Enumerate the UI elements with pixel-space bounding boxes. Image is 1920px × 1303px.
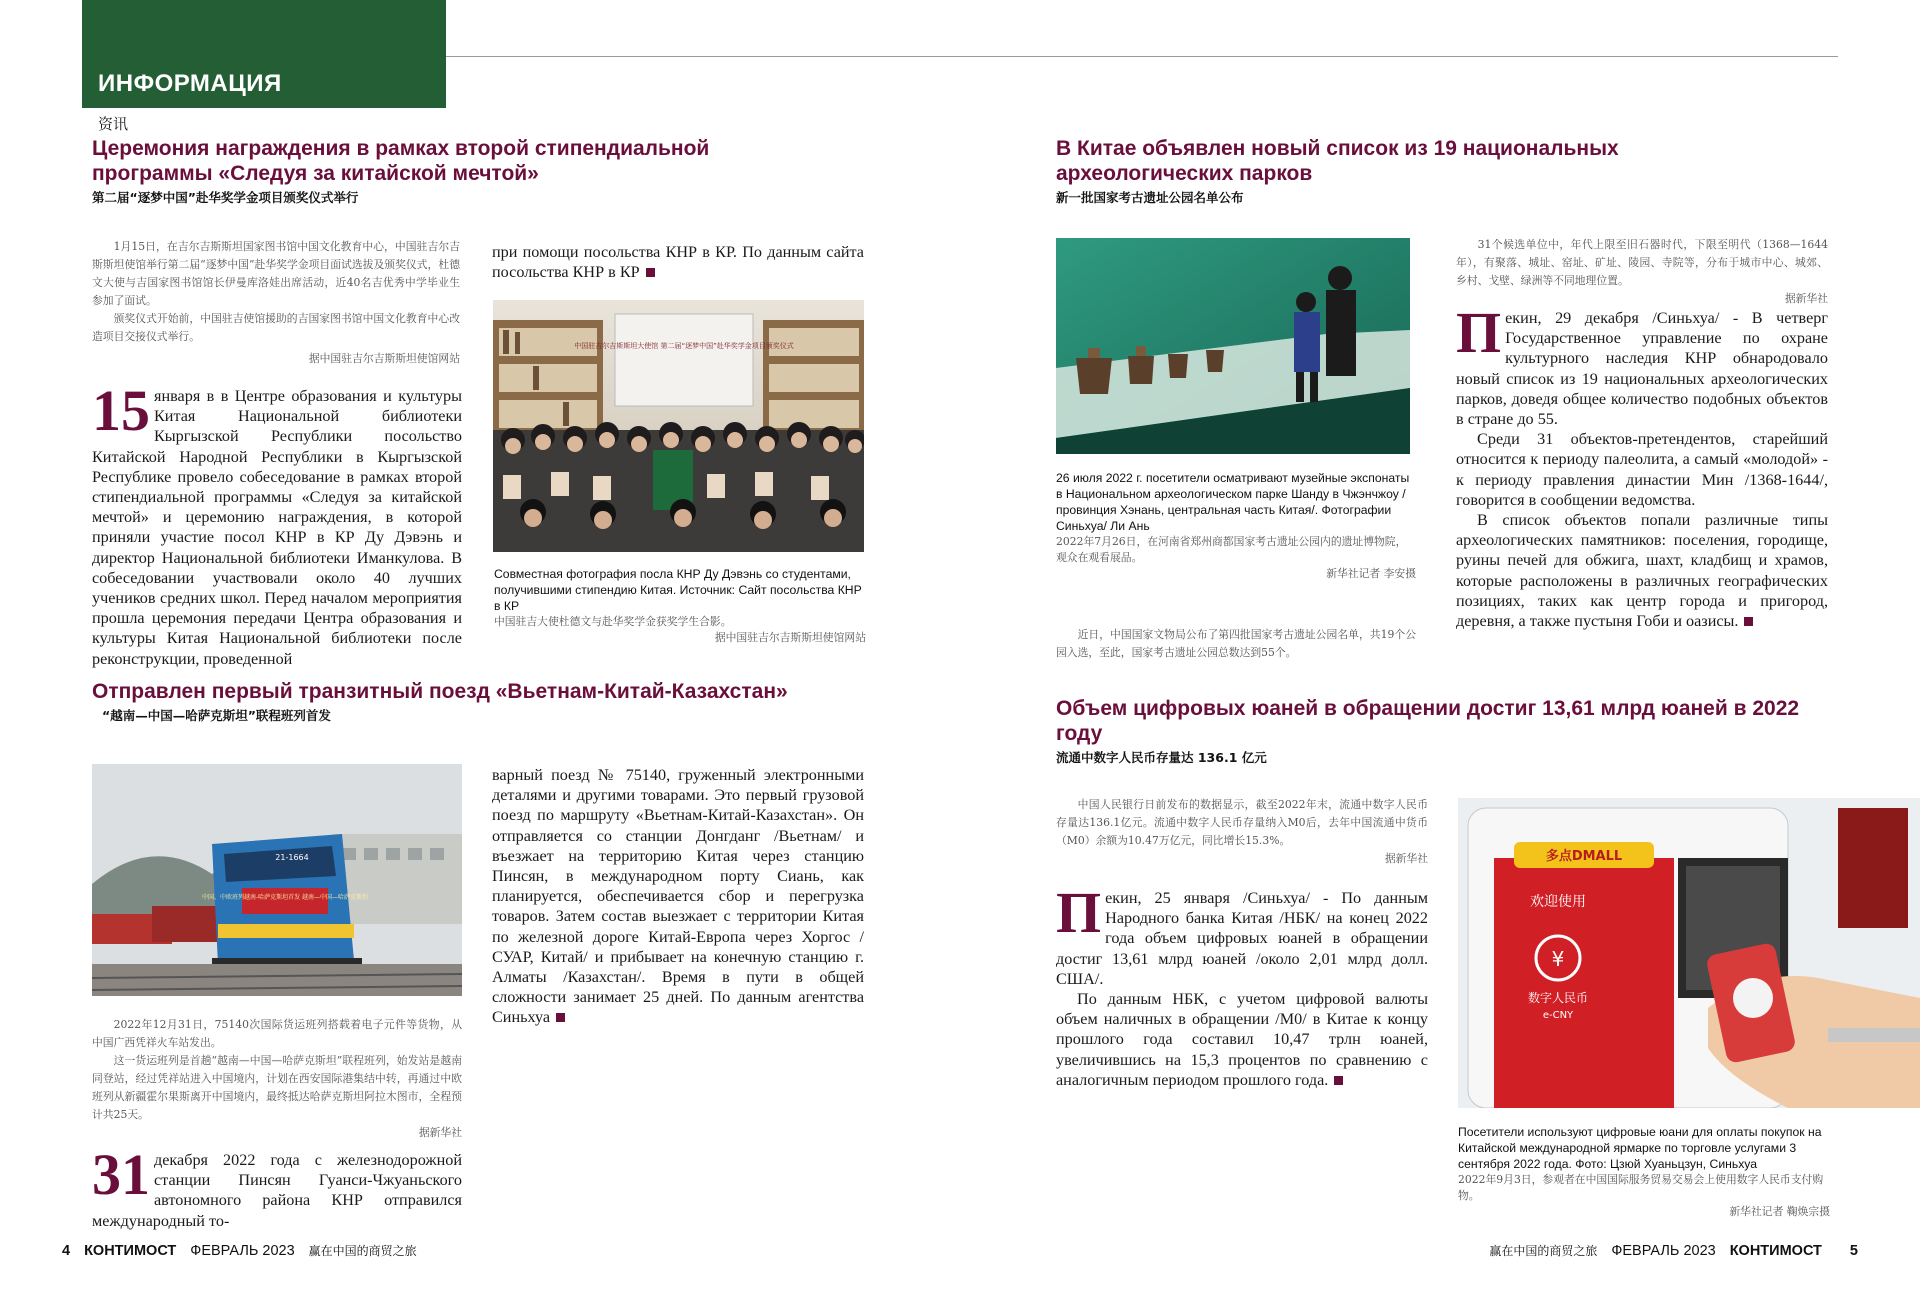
article4-photo-caption-cn: 2022年9月3日，参观者在中国国际服务贸易交易会上使用数字人民币支付购物。 — [1458, 1173, 1824, 1202]
article2-train-banner: 中国、中欧班列越南-哈萨克斯坦首发 越南—中国—哈萨克斯坦 — [201, 894, 369, 901]
article1-body-cont-wrap — [492, 242, 864, 282]
article2-caption-cn — [92, 1016, 462, 1142]
article1-cn-p2: 颁奖仪式开始前，中国驻吉使馆援助的吉国家图书馆中国文化教育中心改造项目交接仪式举行。 — [92, 312, 460, 343]
issue-left: ФЕВРАЛЬ 2023 — [190, 1243, 295, 1259]
article1-cn-p1: 1月15日，在吉尔吉斯斯坦国家图书馆中国文化教育中心，中国驻吉尔吉斯斯坦使馆举行第二届“逐梦中国”赴华奖学金项目面试选拔及颁奖仪式，杜德文大使与吉国家图书馆馆长伊曼库洛娃出席活动，近40名吉优秀中学毕业生参加了面试。 — [92, 240, 460, 307]
article1-photo-banner: 中国驻吉尔吉斯斯坦大使馆 第二届“逐梦中国”赴华奖学金项目颁奖仪式 — [574, 342, 794, 350]
yuan-icon: ¥ — [1551, 947, 1565, 971]
article3-body-p3: В список объектов попали различные типы археологических памятников: поселения, городище, руины печей для обжига, шахт, кладбищ и храмов, которые расположены в различных географических позициях, таких как центр города и пригород, деревня, а также пустыня Гоби и оазисы. — [1456, 511, 1828, 631]
article3-caption-block — [1056, 470, 1416, 582]
article1-body-cont: при помощи посольства КНР в КР. По данным сайта посольства КНР в КР — [492, 243, 864, 282]
article4-photo — [1458, 798, 1920, 1108]
article4-photo-credit: 新华社记者 鞠焕宗摄 — [1729, 1205, 1830, 1218]
article4-photo-caption: Посетители используют цифровые юани для оплаты покупок на Китайской международной ярмарке по торговле услугами 3 сентября 2022 года. Фото: Цзюй Хуаньцзун, Синьхуа — [1458, 1125, 1822, 1171]
page-number-left: 4 — [62, 1243, 71, 1259]
article4-cn-source: 据新华社 — [1384, 852, 1428, 865]
article4-body — [1056, 880, 1428, 1090]
article3-cn-text — [1456, 236, 1828, 308]
footer-right — [1489, 1242, 1858, 1259]
magazine-name-left: КОНТИМОСТ — [84, 1243, 177, 1259]
end-mark — [1744, 617, 1753, 626]
article1-photo — [493, 300, 864, 552]
article4-cn-p1: 中国人民银行日前发布的数据显示，截至2022年末，流通中数字人民币存量达136.1亿元。流通中数字人民币存量纳入M0后，去年中国流通中货币（M0）余额为10.47万亿元，同比增长15.3%。 — [1056, 798, 1428, 847]
article4-kiosk-ecny-en: e-CNY — [1542, 1010, 1574, 1021]
article3-cn-p1: 31个候选单位中，年代上限至旧石器时代，下限至明代（1368—1644年），有聚落、城址、窑址、矿址、陵园、寺院等，分布于城市中心、城郊、乡村、戈壁、绿洲等不同地理位置。 — [1456, 238, 1828, 287]
article1-photo-source: 据中国驻吉尔吉斯斯坦使馆网站 — [714, 631, 866, 644]
magazine-name-right: КОНТИМОСТ — [1729, 1243, 1822, 1259]
article2-body-cont-wrap — [492, 765, 864, 1028]
article4-body-lead: екин, 25 января /Синьхуа/ - По данным Народного банка Китая /НБК/ на конец 2022 года объем цифровых юаней в обращении достиг 13,61 млрд юаней /около 2,01 млрд долл. США/. — [1056, 889, 1428, 988]
article1-body-lead: января в в Центре образования и культуры Китая Национальной библиотеки Кыргызской Республики посольство Китайской Народной Республики в Кыргызской Республике провело собеседование в рамках второй стипендиальной программы «Следуя за китайской мечтой» и церемонию награждения, в которой приняли участие посол КНР в КР Ду Дэвэнь и директор Национальной библиотеки Иманкулова. В собеседовании участвовали около 40 лучших учеников средних школ. Перед началом мероприятия прошла церемония передачи Центра образования и культуры Китая Национальной библиотеки после реконструкции, проведенной — [92, 387, 462, 668]
article4-cn-text — [1056, 796, 1428, 868]
article4-kiosk-brand: 多点DMALL — [1545, 849, 1623, 864]
article4-headline: Объем цифровых юаней в обращении достиг 13,61 млрд юаней в 2022 году — [1056, 697, 1800, 745]
article1-drop-number: 15 — [92, 378, 150, 443]
article1-cn-text — [92, 238, 460, 368]
article2-headline: Отправлен первый транзитный поезд «Вьетнам-Китай-Казахстан» — [92, 680, 788, 703]
section-subtitle: 资讯 — [98, 115, 129, 133]
article2-photo — [92, 764, 462, 996]
article3-photo — [1056, 238, 1410, 454]
article1-cn-source: 据中国驻吉尔吉斯斯坦使馆网站 — [308, 352, 460, 365]
article1-photo-caption-cn: 中国驻吉大使杜德文与赴华奖学金获奖学生合影。 — [494, 615, 732, 628]
article3-cn-source: 据新华社 — [1784, 292, 1828, 305]
article2-drop-number: 31 — [92, 1142, 150, 1207]
slogan-left: 赢在中国的商贸之旅 — [308, 1244, 417, 1258]
section-title: ИНФОРМАЦИЯ — [98, 70, 282, 97]
article3-cn-note — [1056, 626, 1416, 662]
article1-caption-block — [494, 566, 866, 646]
top-rule — [446, 56, 1838, 57]
article2-caption-source: 据新华社 — [418, 1126, 462, 1139]
article3-photo-caption: 26 июля 2022 г. посетители осматривают музейные экспонаты в Национальном археологическом парке Шанду в Чжэнчжоу /провинция Хэнань, центральная часть Китая/. Фотографии Синьхуа/ Ли Ань — [1056, 471, 1410, 533]
article2-caption-cn-p1: 2022年12月31日，75140次国际货运班列搭载着电子元件等货物，从中国广西凭祥火车站发出。 — [92, 1018, 462, 1049]
article1-headline: Церемония награждения в рамках второй стипендиальной программы «Следуя за китайской мечтой» — [92, 137, 710, 185]
article1-body — [92, 378, 462, 669]
article4-drop-letter: П — [1056, 880, 1102, 945]
article2-body-lead: декабря 2022 года с железнодорожной станции Пинсян Гуанси-Чжуаньского автономного района КНР отправился международный то- — [92, 1151, 462, 1230]
article2-caption-cn-p2: 这一货运班列是首趟“越南—中国—哈萨克斯坦”联程班列，始发站是越南同登站，经过凭祥站进入中国境内，计划在西安国际港集结中转，再通过中欧班列从新疆霍尔果斯离开中国境内，最终抵达哈萨克斯坦阿拉木图市，全程预计共25天。 — [92, 1054, 462, 1121]
article1-photo-caption: Совместная фотография посла КНР Ду Дэвэнь со студентами, получившими стипендию Китая. Источник: Сайт посольства КНР в КР — [494, 567, 862, 613]
issue-right: ФЕВРАЛЬ 2023 — [1611, 1243, 1716, 1259]
article3-body-p2: Среди 31 объектов-претендентов, старейший относится к периоду палеолита, а самый «молодой» - к периоду правления династии Мин /1368-1644/, говорится в сообщении ведомства. — [1456, 430, 1828, 509]
article2-subhead: “越南—中国—哈萨克斯坦”联程班列首发 — [102, 708, 331, 723]
article3-photo-caption-cn: 2022年7月26日，在河南省郑州商都国家考古遗址公园内的遗址博物院，观众在观看展品。 — [1056, 535, 1407, 564]
article2-body-cont: варный поезд № 75140, груженный электронными деталями и другими товарами. Это первый грузовой поезд по маршруту «Вьетнам-Китай-Казахстан». Он отправляется со станции Донгданг /Вьетнам/ и въезжает на территорию Китая через станцию Пинсян, в международном порту Сиань, как планируется, обеспечивается сбор и перегрузка товаров. Затем состав выезжает с территории Китая по железной дороге Китай-Европа через Хоргос /СУАР, Китай/ и прибывает на конечную станцию г. Алматы /Казахстан/. Время в пути в общей сложности занимает 25 дней. По данным агентства Синьхуа — [492, 766, 864, 1027]
slogan-right: 赢在中国的商贸之旅 — [1489, 1244, 1598, 1258]
article2-train-number: 21-1664 — [275, 853, 309, 862]
article3-cn-note-text: 近日，中国国家文物局公布了第四批国家考古遗址公园名单，共19个公园入选，至此，国家考古遗址公园总数达到55个。 — [1056, 628, 1416, 659]
article3-photo-credit: 新华社记者 李安摄 — [1326, 567, 1416, 580]
article2-body — [92, 1142, 462, 1231]
end-mark — [556, 1013, 565, 1022]
article4-body-p2: По данным НБК, с учетом цифровой валюты объем наличных в обращении /М0/ в Китае к концу прошлого года составил 10,47 трлн юаней, увеличившись на 15,3 процентов по сравнению с аналогичным периодом прошлого года. — [1056, 990, 1428, 1089]
article4-subhead: 流通中数字人民币存量达 136.1 亿元 — [1056, 750, 1267, 765]
article3-drop-letter: П — [1456, 300, 1502, 365]
end-mark — [1334, 1076, 1343, 1085]
article1-subhead: 第二届“逐梦中国”赴华奖学金项目颁奖仪式举行 — [92, 190, 359, 205]
end-mark — [646, 268, 655, 277]
page-number-right: 5 — [1849, 1243, 1858, 1259]
article4-kiosk-welcome: 欢迎使用 — [1530, 894, 1586, 910]
article4-kiosk-ecny: 数字人民币 — [1527, 991, 1589, 1005]
article4-caption-block — [1458, 1124, 1830, 1220]
article3-subhead: 新一批国家考古遗址公园名单公布 — [1056, 190, 1244, 205]
article3-body — [1456, 300, 1828, 631]
footer-left — [62, 1242, 417, 1259]
article3-headline: В Китае объявлен новый список из 19 национальных археологических парков — [1056, 137, 1619, 185]
article3-body-lead: екин, 29 декабря /Синьхуа/ - В четверг Государственное управление по охране культурного наследия КНР обнародовало новый список из 19 национальных археологических парков, доведя общее количество подобных объектов в стране до 55. — [1456, 309, 1828, 429]
